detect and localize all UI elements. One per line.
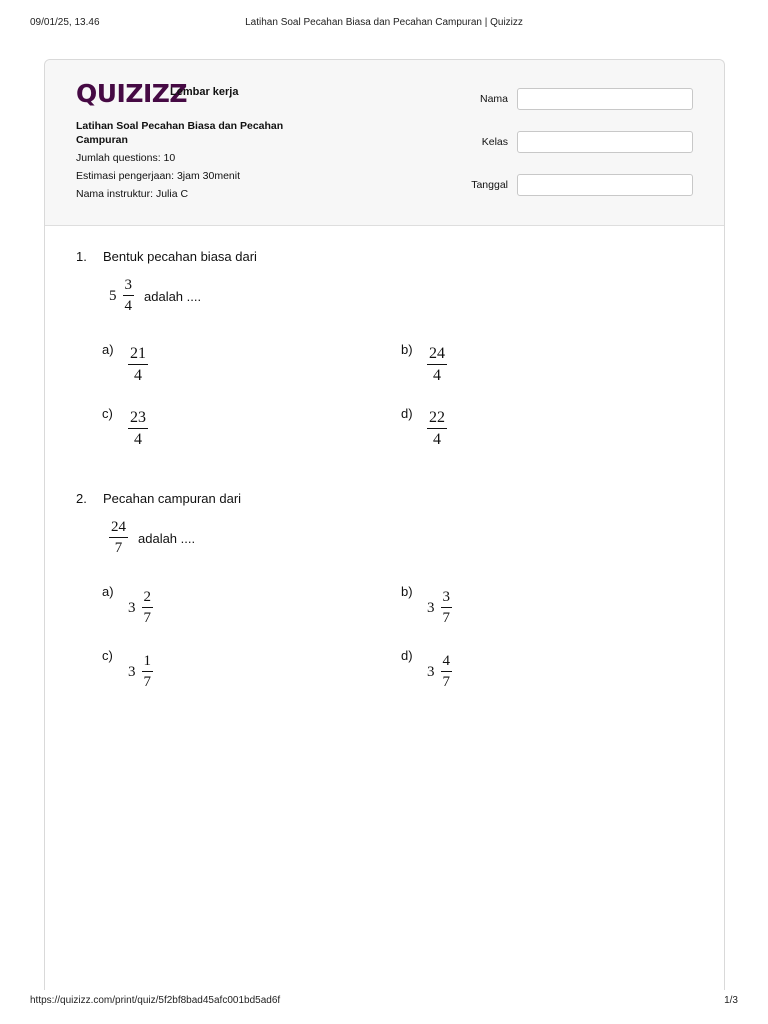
question-number: 2. <box>76 491 87 506</box>
option-value <box>427 590 452 626</box>
questions-count: Jumlah questions: 10 <box>76 152 176 164</box>
stem-numerator: 3 <box>123 278 135 296</box>
stem-tail: adalah .... <box>138 530 196 546</box>
option-value <box>128 346 148 384</box>
option-numerator: 21 <box>128 346 148 365</box>
option-whole: 3 <box>427 663 435 680</box>
question-text: Bentuk pecahan biasa dari <box>103 249 257 264</box>
option-numerator: 24 <box>427 346 447 365</box>
option-letter: c) <box>102 406 113 421</box>
option-letter: c) <box>102 648 113 663</box>
option-letter: d) <box>401 648 413 663</box>
option-numerator: 22 <box>427 410 447 429</box>
stem-fraction <box>109 520 128 556</box>
option-denominator: 4 <box>433 431 441 448</box>
stem-tail: adalah .... <box>144 288 202 304</box>
option-denominator: 4 <box>134 431 142 448</box>
option-value <box>128 654 153 690</box>
option-denominator: 7 <box>143 674 151 690</box>
print-date: 09/01/25, 13.46 <box>30 17 100 28</box>
option-whole: 3 <box>427 599 435 616</box>
question-text: Pecahan campuran dari <box>103 491 242 506</box>
logo-wordmark: QUIZIZZ <box>76 78 188 108</box>
option-value <box>128 590 153 626</box>
question-2-expression <box>109 520 195 556</box>
option-letter: a) <box>102 342 114 357</box>
option-value <box>128 410 148 448</box>
option-numerator: 2 <box>142 590 154 608</box>
option-numerator: 4 <box>441 654 453 672</box>
option-denominator: 7 <box>442 610 450 626</box>
option-denominator: 4 <box>134 367 142 384</box>
option-whole: 3 <box>128 663 136 680</box>
option-letter: d) <box>401 406 413 421</box>
stem-numerator: 24 <box>109 520 128 538</box>
stem-denominator: 4 <box>124 298 132 314</box>
stem-fraction <box>123 278 135 314</box>
option-letter: b) <box>401 342 413 357</box>
option-letter: b) <box>401 584 413 599</box>
option-numerator: 23 <box>128 410 148 429</box>
date-field[interactable] <box>517 174 693 196</box>
print-url: https://quizizz.com/print/quiz/5f2bf8bad45afc001bd5ad6f <box>30 995 281 1006</box>
class-label: Kelas <box>481 136 508 148</box>
option-value <box>427 410 447 448</box>
option-denominator: 7 <box>143 610 151 626</box>
question-1-expression <box>109 278 201 314</box>
option-value <box>427 346 447 384</box>
date-label: Tanggal <box>471 179 508 191</box>
stem-whole: 5 <box>109 287 117 304</box>
question-number: 1. <box>76 249 87 264</box>
option-value <box>427 654 452 690</box>
name-label: Nama <box>479 93 508 105</box>
option-denominator: 4 <box>433 367 441 384</box>
option-denominator: 7 <box>442 674 450 690</box>
name-field[interactable] <box>517 88 693 110</box>
option-numerator: 1 <box>142 654 154 672</box>
worksheet-header <box>45 60 724 226</box>
option-numerator: 3 <box>441 590 453 608</box>
print-page-title: Latihan Soal Pecahan Biasa dan Pecahan Campuran | Quizizz <box>245 17 523 28</box>
page-number: 1/3 <box>724 995 738 1006</box>
stem-denominator: 7 <box>114 540 123 556</box>
instructor-name: Nama instruktur: Julia C <box>76 188 189 200</box>
class-field[interactable] <box>517 131 693 153</box>
option-letter: a) <box>102 584 114 599</box>
option-whole: 3 <box>128 599 136 616</box>
estimated-time: Estimasi pengerjaan: 3jam 30menit <box>76 170 241 182</box>
quiz-title: Latihan Soal Pecahan Biasa dan Pecahan Campuran <box>76 120 284 146</box>
worksheet-label: Lembar kerja <box>170 86 239 98</box>
